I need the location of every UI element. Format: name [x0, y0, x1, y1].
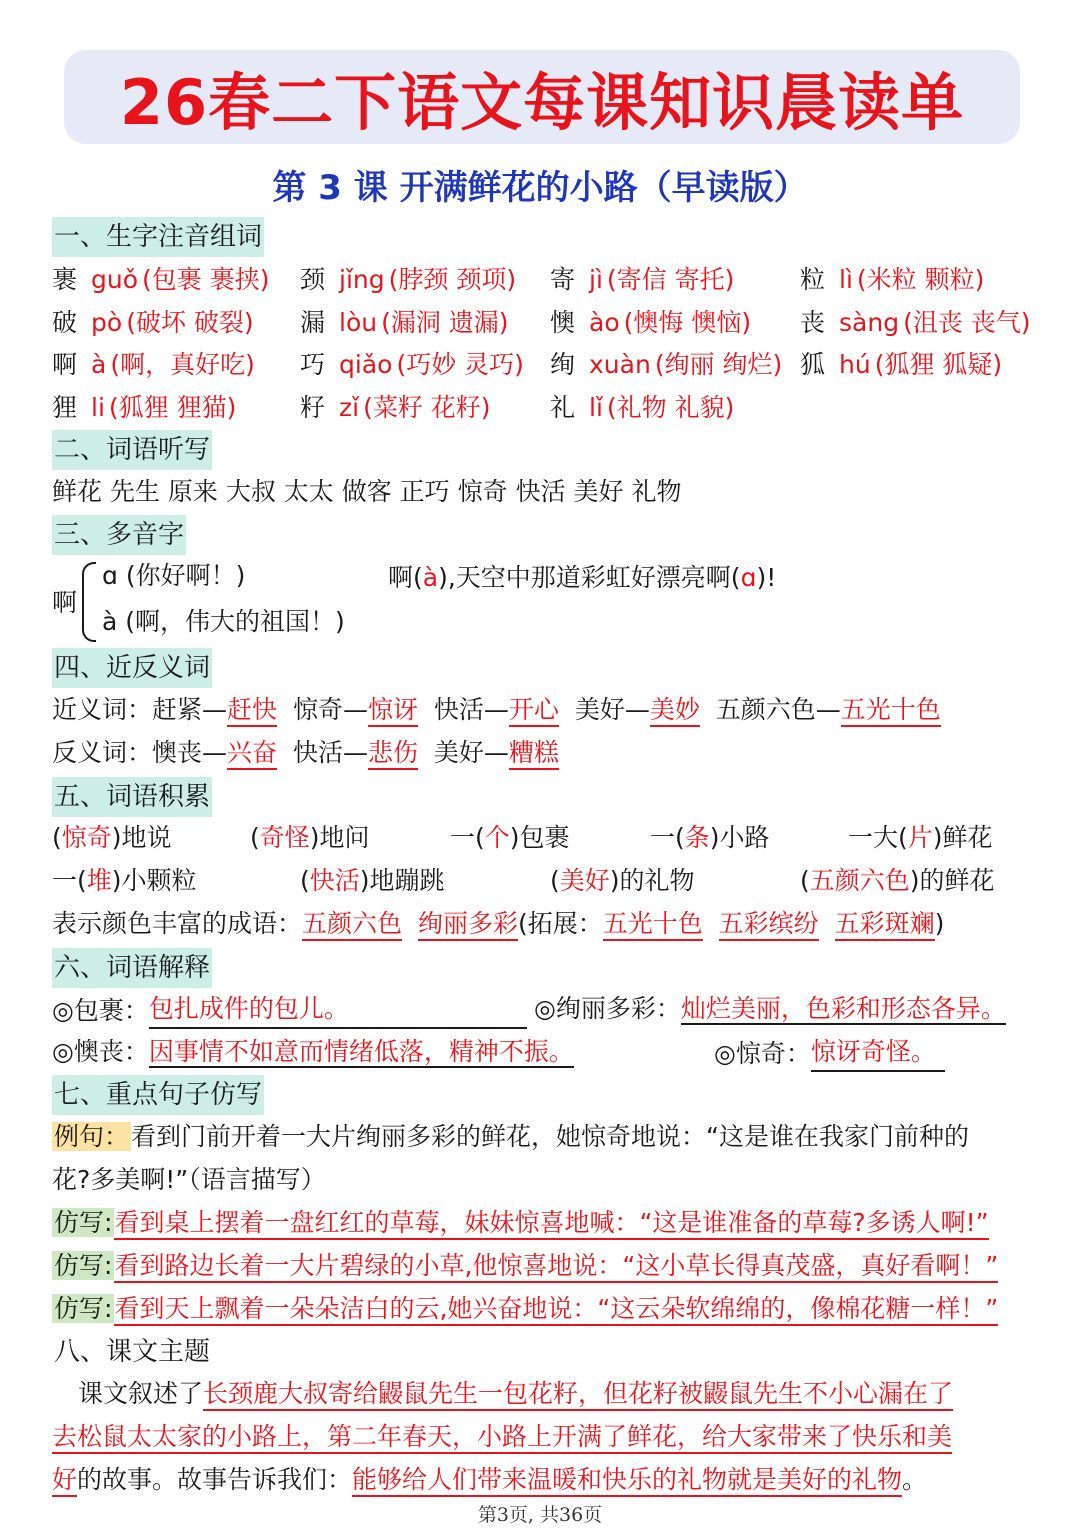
fill-blank-item: (五颜六色)的鲜花: [800, 866, 995, 895]
char-entry: [800, 347, 1002, 383]
fill-blank-item: 一(个)包裹: [450, 823, 570, 852]
section-1-title: 一、生字注音组词: [52, 217, 264, 257]
word-pair-left: 快活—: [292, 738, 368, 767]
imitation-sentence: 仿写:看到路边长着一大片碧绿的小草,他惊喜地说：“这小草长得真茂盛，真好看啊！”: [52, 1248, 998, 1284]
section-4-title: 四、近反义词: [52, 648, 212, 688]
word-pair-left: 美好—: [574, 695, 650, 724]
fill-blank-item: (惊奇)地说: [52, 823, 172, 852]
pinyin: lì: [839, 265, 853, 294]
header-banner: [64, 50, 1020, 144]
fill-blank-item: (奇怪)地问: [250, 823, 370, 852]
char-entry: [550, 305, 751, 341]
char: 破: [52, 308, 78, 337]
pinyin: jì: [589, 265, 603, 294]
definition-item: ◎懊丧：因事情不如意而情绪低落，精神不振。: [52, 1037, 574, 1066]
pinyin: ào: [589, 308, 620, 337]
char-entry: [300, 347, 524, 383]
char: 裹: [52, 265, 78, 294]
char: 礼: [550, 393, 576, 422]
banner-title-part1: 26春二下语文: [119, 65, 524, 139]
imitation-sentence: 仿写:看到天上飘着一朵朵洁白的云,她兴奋地说：“这云朵软绵绵的，像棉花糖一样！”: [52, 1291, 998, 1327]
theme-line-2: 去松鼠太太家的小路上，第二年春天，小路上开满了鲜花，给大家带来了快乐和美: [52, 1419, 952, 1455]
words: (绚丽 绚烂): [654, 350, 783, 379]
word-pair-left: 赶紧—: [152, 695, 228, 724]
section-6-title: 六、词语解释: [52, 948, 212, 988]
words: (破坏 破裂): [126, 308, 254, 337]
char-entry: [550, 262, 734, 298]
fill-blank-item: (快活)地蹦跳: [300, 866, 445, 895]
words: (菜籽 花籽): [363, 393, 491, 422]
char: 啊: [52, 350, 78, 379]
definition-item: ◎绚丽多彩：灿烂美丽，色彩和形态各异。: [534, 994, 1006, 1023]
char-entry: [800, 262, 984, 298]
imitation-sentence: 仿写:看到桌上摆着一盘红红的草莓，妹妹惊喜地喊：“这是谁准备的草莓?多诱人啊!”: [52, 1205, 989, 1241]
section-8-title: 八、课文主题: [54, 1337, 211, 1367]
theme-line-3: 好的故事。故事告诉我们：能够给人们带来温暖和快乐的礼物就是美好的礼物。: [52, 1462, 927, 1498]
word-pair-answer: 糟糕: [509, 738, 559, 770]
words: (漏洞 遗漏): [381, 308, 509, 337]
words: (米粒 颗粒): [856, 265, 985, 294]
section-3-title: 三、多音字: [52, 515, 186, 555]
words: (寄信 寄托): [606, 265, 735, 294]
words: (狐狸 狐疑): [874, 350, 1003, 379]
words: (包裹 裹挟): [142, 265, 270, 294]
word-pair-answer: 悲伤: [368, 738, 418, 770]
pinyin: lǐ: [589, 393, 603, 422]
pinyin: xuàn: [589, 350, 651, 379]
reading-1: ɑ (你好啊！): [102, 561, 246, 590]
words: (礼物 礼貌): [606, 393, 735, 422]
word-pair-left: 美好—: [433, 738, 509, 767]
word-pair-answer: 开心: [509, 695, 559, 727]
char-entry: [550, 347, 782, 383]
words: (狐狸 狸猫): [108, 393, 237, 422]
char: 寄: [550, 265, 576, 294]
char: 籽: [300, 393, 326, 422]
words: (沮丧 丧气): [903, 308, 1031, 337]
color-idioms-row: 表示颜色丰富的成语：五颜六色 绚丽多彩(拓展：五光十色 五彩缤纷 五彩斑斓): [52, 906, 944, 942]
fill-blank-item: (美好)的礼物: [550, 866, 695, 895]
example-sentence-line-2: 花?多美啊!”（语言描写）: [52, 1165, 326, 1194]
char-entry: [52, 347, 255, 383]
char: 粒: [800, 265, 826, 294]
synonyms-row: 近义词：赶紧—赶快 惊奇—惊讶 快活—开心 美好—美妙 五颜六色—五光十色: [52, 692, 941, 728]
char-entry: [300, 305, 509, 341]
example-sentence-line-1: 例句：看到门前开着一大片绚丽多彩的鲜花，她惊奇地说：“这是谁在我家门前种的: [54, 1122, 969, 1151]
brace: [82, 562, 96, 642]
example-label: 例句：: [54, 1122, 130, 1151]
pinyin: lòu: [339, 308, 378, 337]
antonyms-row: 反义词：懊丧—兴奋 快活—悲伤 美好—糟糕: [52, 735, 559, 771]
polyphonic-char: 啊: [52, 588, 78, 617]
char: 懊: [550, 308, 576, 337]
word-pair-left: 懊丧—: [152, 738, 228, 767]
word-pair-answer: 美妙: [650, 695, 700, 727]
words: (脖颈 颈项): [388, 265, 517, 294]
char-entry: [800, 305, 1031, 341]
char-entry: [52, 305, 254, 341]
char: 巧: [300, 350, 326, 379]
char: 丧: [800, 308, 826, 337]
char: 狐: [800, 350, 826, 379]
pinyin: jǐng: [339, 265, 385, 294]
char: 狸: [52, 393, 78, 422]
pinyin: hú: [839, 350, 871, 379]
pinyin: qiǎo: [339, 350, 393, 379]
page-number: 第3页, 共36页: [477, 1504, 603, 1526]
char-entry: [550, 390, 734, 426]
word-pair-answer: 五光十色: [841, 695, 941, 727]
pinyin: guǒ: [91, 265, 139, 294]
word-pair-answer: 赶快: [227, 695, 277, 727]
word-pair-answer: 惊讶: [368, 695, 418, 727]
fill-blank-item: 一(堆)小颗粒: [52, 866, 197, 895]
char-entry: [52, 390, 236, 426]
pinyin: sàng: [839, 308, 900, 337]
pinyin: zǐ: [339, 393, 360, 422]
word-pair-left: 五颜六色—: [715, 695, 841, 724]
char: 颈: [300, 265, 326, 294]
char: 漏: [300, 308, 326, 337]
fill-blank-item: 一大(片)鲜花: [848, 823, 993, 852]
fill-blank-item: 一(条)小路: [650, 823, 770, 852]
polyphonic-sentence: 啊(à),天空中那道彩虹好漂亮啊(ɑ)!: [388, 563, 777, 592]
dictation-words: 鲜花 先生 原来 大叔 太太 做客 正巧 惊奇 快活 美好 礼物: [52, 477, 682, 506]
words: (巧妙 灵巧): [396, 350, 524, 379]
section-7-title: 七、重点句子仿写: [52, 1075, 264, 1115]
pinyin: li: [91, 393, 105, 422]
char-entry: [300, 262, 516, 298]
section-2-title: 二、词语听写: [52, 430, 212, 470]
word-pair-answer: 兴奋: [227, 738, 277, 770]
pinyin: pò: [91, 308, 123, 337]
char-entry: [300, 390, 491, 426]
words: (啊，真好吃): [110, 350, 255, 379]
words: (懊悔 懊恼): [623, 308, 752, 337]
banner-title-part2: 每课知识晨读单: [523, 65, 965, 139]
char: 绚: [550, 350, 576, 379]
char-entry: [52, 262, 270, 298]
lesson-title: 第 3 课 开满鲜花的小路（早读版）: [272, 168, 808, 208]
word-pair-left: 惊奇—: [292, 695, 368, 724]
reading-2: à (啊，伟大的祖国！): [102, 607, 345, 636]
pinyin: à: [91, 350, 107, 379]
section-5-title: 五、词语积累: [52, 777, 212, 817]
definition-item: ◎包裹：包扎成件的包儿。: [52, 991, 527, 1029]
definition-item: ◎惊奇：惊讶奇怪。: [714, 1034, 945, 1072]
theme-line-1: 课文叙述了长颈鹿大叔寄给鼹鼠先生一包花籽，但花籽被鼹鼠先生不小心漏在了: [52, 1376, 953, 1412]
word-pair-left: 快活—: [433, 695, 509, 724]
